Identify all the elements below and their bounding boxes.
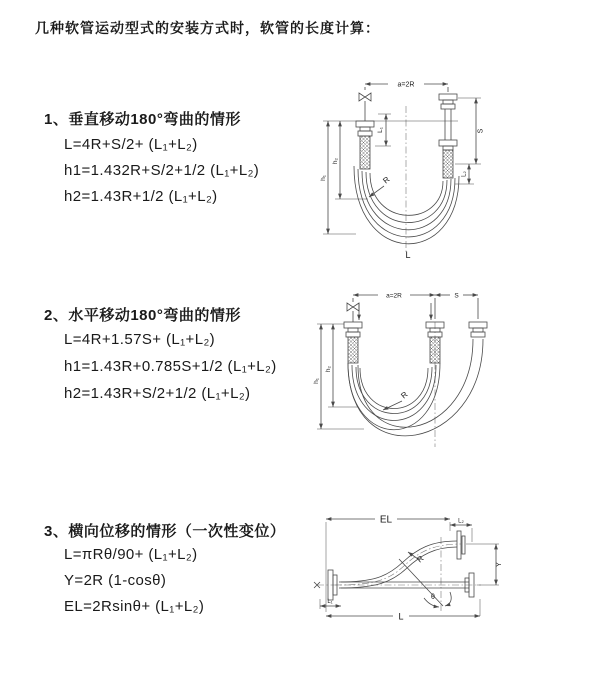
dim-label-radius: R [381,174,392,186]
braided-hose-section [360,136,370,169]
section-3-formula-l: L=πRθ/90+ (L₁+L₂) [64,546,198,563]
dim-label-radius: R [399,389,410,401]
section-3-heading: 3、横向位移的情形（一次性变位） [44,523,286,540]
hose-centerline [335,544,461,585]
dim-label-stroke: S [477,128,485,134]
dim-label-radius: R [415,553,426,565]
dim-label-fitting-left: L₁ [327,599,333,605]
hose-artwork [314,519,499,616]
diagram-horizontal-180-bend [313,289,494,451]
dim-label-fitting-top: L₂ [458,518,464,525]
braided-hose-section [430,337,440,363]
dim-label-angle: θ [431,594,435,601]
valve-icon [347,303,359,311]
hose-artwork [323,81,481,244]
section-1-formula-h2: h2=1.43R+1/2 (L₁+L₂) [64,188,218,205]
dim-label-length: L [405,250,411,260]
section-2-formula-h1: h1=1.43R+0.785S+1/2 (L₁+L₂) [64,358,277,375]
section-1-formula-h1: h1=1.432R+S/2+1/2 (L₁+L₂) [64,162,260,179]
section-2-heading: 2、水平移动180°弯曲的情形 [44,307,241,324]
section-3-formula-el: EL=2Rsinθ+ (L₁+L₂) [64,598,205,615]
dim-label-stroke: S [454,292,459,300]
hose-artwork [317,292,487,436]
dim-label-fitting-right: L₂ [461,171,468,177]
dim-label-fitting-left: L₁ [377,127,384,133]
diagram-lateral-displacement [311,509,513,627]
section-1-heading: 1、垂直移动180°弯曲的情形 [44,111,241,128]
section-3-formula-y: Y=2R (1-cosθ) [64,572,167,589]
dim-label-offset: Y [496,562,503,567]
section-1-formula-l: L=4R+S/2+ (L₁+L₂) [64,136,198,153]
dim-label-h2: h₂ [332,157,339,165]
dim-label-h1: h₁ [313,378,320,384]
section-2-formula-h2: h2=1.43R+S/2+1/2 (L₁+L₂) [64,385,251,402]
braided-hose-section [443,150,453,178]
dim-label-span: a=2R [386,292,402,300]
diagram-vertical-180-bend [318,76,500,262]
page-title: 几种软管运动型式的安装方式时，软管的长度计算： [35,20,380,36]
dim-label-span: a=2R [397,81,415,89]
section-2-formula-l: L=4R+1.57S+ (L₁+L₂) [64,331,216,348]
braided-hose-section [348,337,358,363]
dim-label-el: EL [379,514,393,526]
dim-label-length: L [398,611,404,622]
dim-label-h1: h₁ [320,175,327,181]
valve-icon [359,93,371,101]
dim-label-h2: h₂ [325,365,332,373]
